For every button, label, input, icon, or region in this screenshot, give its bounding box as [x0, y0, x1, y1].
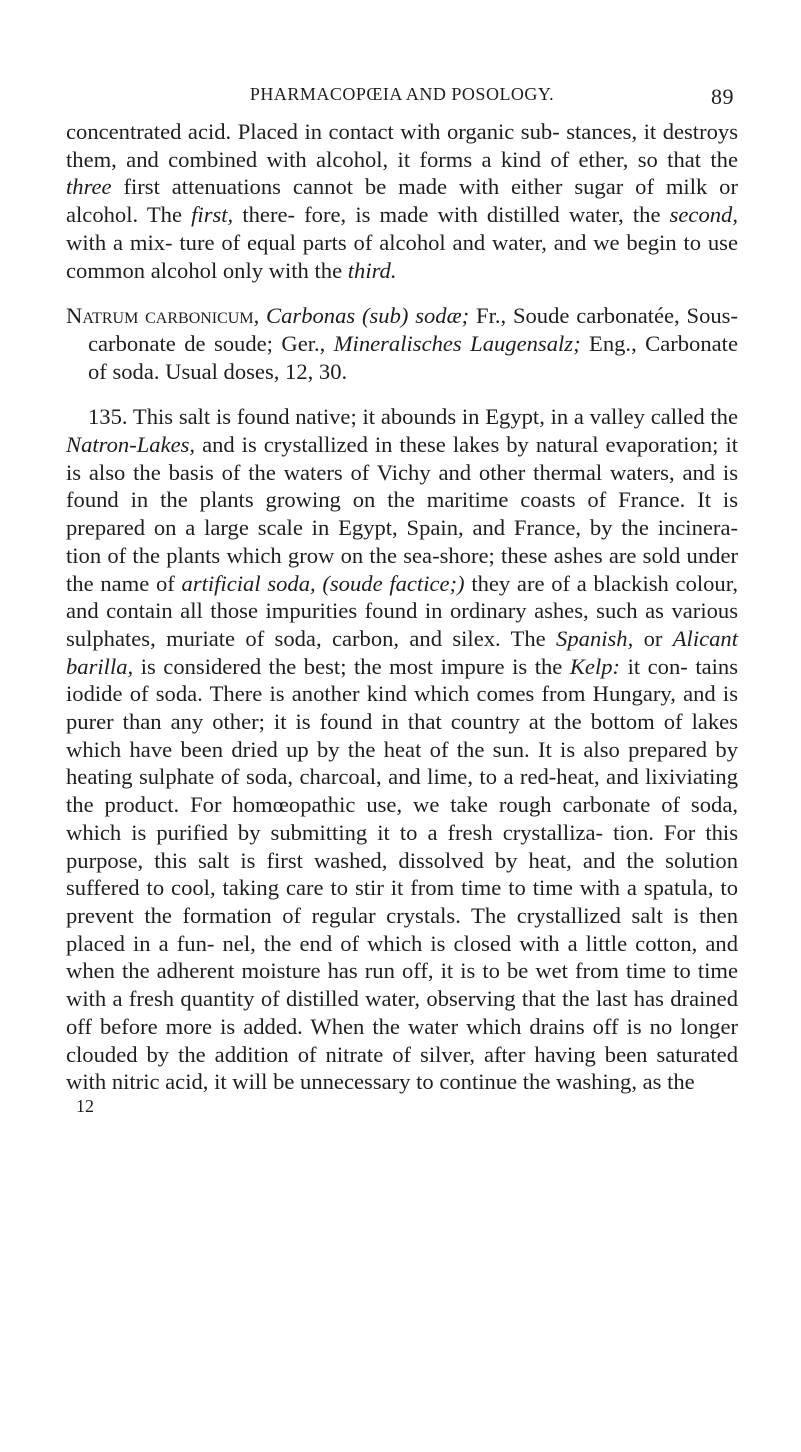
paragraph-135 — [66, 403, 738, 1096]
german-name: Mineralisches Laugensalz; — [333, 330, 581, 356]
text-run: and is crystallized in these lakes by natural evaporation; it is also the basis of the waters of Vichy and other thermal waters, and is found in the plants growing on the maritime coasts of France. It is prepared on a large scale in Egypt, Spain, and France, by the incinera- tion of the plants which grow on the sea-shore; these ashes are sold under the name of — [66, 432, 738, 596]
italic-run: second, — [669, 202, 738, 228]
italic-run: artificial soda, (soude factice;) — [181, 570, 465, 596]
page-number: 89 — [711, 84, 734, 109]
text-run: they are of a blackish colour, and contain all those impurities found in ordinary ashes, such as various sulphates, muriate of soda, carbon, and silex. The — [66, 570, 739, 651]
text-run: there- fore, is made with distilled water, the — [233, 202, 670, 228]
signature-mark: 12 — [76, 1095, 94, 1116]
text-run: Eng., Carbonate of soda. Usual doses, 12, 30. — [88, 330, 738, 384]
running-header — [66, 84, 738, 118]
text-run: is considered the best; the most impure is the — [133, 653, 570, 679]
text-run: first attenuations cannot be made with either sugar of milk or alcohol. The — [66, 174, 738, 228]
text-run: 135. This salt is found native; it abounds in Egypt, in a valley called the — [88, 404, 738, 430]
italic-run: Alicant barilla, — [66, 625, 738, 679]
remedy-heading: Natrum carbonicum, — [66, 303, 260, 329]
italic-run: three — [66, 174, 112, 200]
text-run: concentrated acid. Placed in contact with organic sub- stances, it destroys them, and combined with alcohol, it forms a kind of ether, so that the — [66, 119, 738, 172]
italic-run: first, — [191, 202, 234, 228]
italic-run: Natron-Lakes, — [66, 432, 196, 458]
italic-run: Spanish, — [556, 625, 634, 651]
text-run: it con- tains iodide of soda. There is another kind which comes from Hungary, and is purer than any other; it is found in that country at the bottom of lakes which have been dried up by the heat of the sun. It is also prepared by heating sulphate of soda, charcoal, and lime, to a red-heat, and lixiviating the product. For homœopathic use, we take rough carbonate of soda, which is purified by submitting it to a fresh crystalliza- tion. For this purpose, this salt is first washed, dissolved by heat, and the solution suffered to cool, taking care to stir it from time to time with a spatula, to prevent the formation of regular crystals. The crystallized salt is then placed in a fun- nel, the end of which is closed with a little cotton, and when the adherent moisture has run off, it is to be wet from time to time with a fresh quantity of distilled water, observing that the last has drained off before more is added. When the water which drains off is no longer clouded by the addition of nitrate of silver, after having been saturated with nitric acid, it will be unnecessary to continue the washing, as the — [66, 653, 738, 1095]
italic-run: third. — [347, 257, 397, 283]
italic-run: Kelp: — [569, 653, 621, 679]
book-page — [66, 84, 738, 1116]
text-run: with a mix- ture of equal parts of alcohol and water, and we begin to use common alcohol only with the — [66, 229, 738, 283]
text-run: or — [633, 625, 673, 651]
running-title: PHARMACOPŒIA AND POSOLOGY. — [249, 84, 555, 104]
paragraph-acid-attenuations — [66, 118, 738, 284]
latin-name: Carbonas (sub) sodæ; — [266, 303, 470, 329]
remedy-entry-natrum-carbonicum — [66, 302, 738, 385]
text-run: Fr., Soude carbonatée, Sous-carbonate de soude; Ger., — [88, 303, 738, 356]
